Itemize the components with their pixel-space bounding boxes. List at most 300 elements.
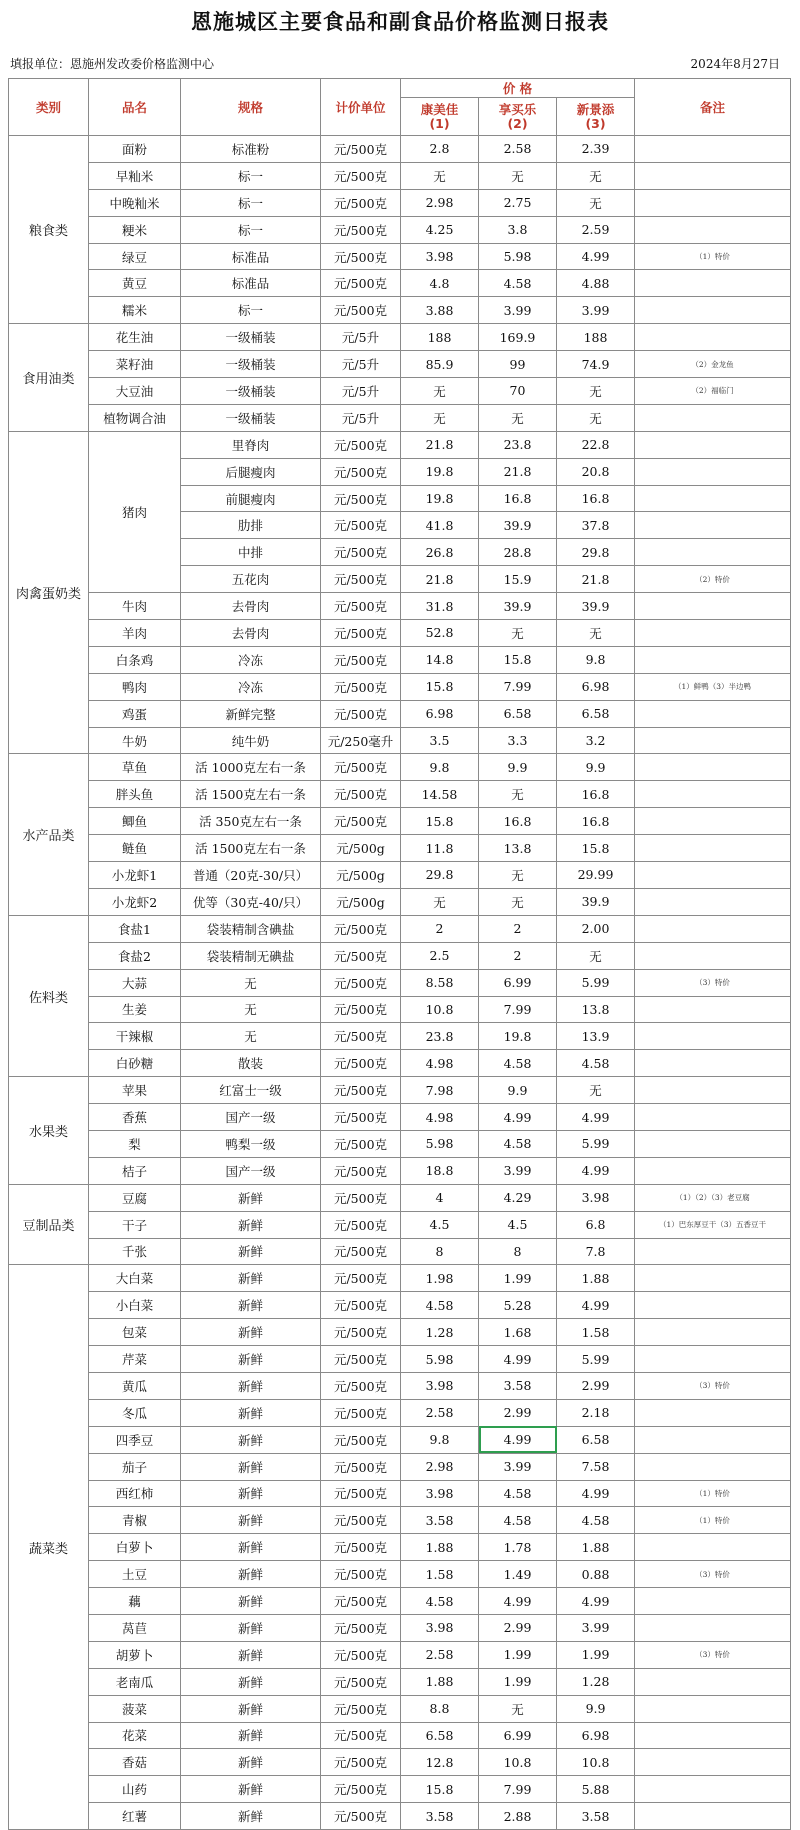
note-cell: [635, 1157, 791, 1184]
price-cell-store-2: 3.58: [479, 1372, 557, 1399]
item-name-cell: 黄豆: [89, 270, 181, 297]
price-cell-store-3: 22.8: [557, 431, 635, 458]
item-name-cell: 糯米: [89, 297, 181, 324]
price-cell-store-2: 无: [479, 620, 557, 647]
price-cell-store-3: 9.9: [557, 754, 635, 781]
note-cell: [635, 297, 791, 324]
report-subline: [10, 52, 780, 74]
price-cell-store-2: 4.99: [479, 1588, 557, 1615]
price-cell-store-1: 4.5: [401, 1211, 479, 1238]
price-cell-store-2: 1.99: [479, 1641, 557, 1668]
price-cell-store-2: 3.3: [479, 727, 557, 754]
price-cell-store-1: 4.25: [401, 216, 479, 243]
price-cell-store-1: 2.98: [401, 1453, 479, 1480]
price-cell-store-3: 39.9: [557, 888, 635, 915]
table-row: [9, 1319, 791, 1346]
unit-cell: 元/500克: [321, 1695, 401, 1722]
price-cell-store-1: 3.58: [401, 1803, 479, 1830]
table-row: [9, 1399, 791, 1426]
item-name-cell: 小白菜: [89, 1292, 181, 1319]
spec-cell: 普通（20克-30/只）: [181, 862, 321, 889]
unit-cell: 元/500克: [321, 458, 401, 485]
unit-cell: 元/500克: [321, 1157, 401, 1184]
spec-cell: 后腿瘦肉: [181, 458, 321, 485]
item-name-cell: 胖头鱼: [89, 781, 181, 808]
item-name-cell: 红薯: [89, 1803, 181, 1830]
price-cell-store-3: 无: [557, 404, 635, 431]
price-cell-store-3: 6.98: [557, 673, 635, 700]
price-cell-store-1: 14.58: [401, 781, 479, 808]
spec-cell: 新鲜: [181, 1292, 321, 1319]
price-cell-store-1: 3.5: [401, 727, 479, 754]
price-cell-store-2: 21.8: [479, 458, 557, 485]
price-cell-store-2: 70: [479, 378, 557, 405]
price-cell-store-2: 6.99: [479, 969, 557, 996]
price-cell-store-2: 3.99: [479, 1157, 557, 1184]
table-row: [9, 297, 791, 324]
table-row: [9, 270, 791, 297]
price-cell-store-2: 2: [479, 942, 557, 969]
note-cell: [635, 1749, 791, 1776]
note-cell: [635, 1695, 791, 1722]
price-cell-store-1: 10.8: [401, 996, 479, 1023]
unit-cell: 元/500克: [321, 162, 401, 189]
price-cell-store-3: 1.99: [557, 1641, 635, 1668]
price-cell-store-1: 无: [401, 404, 479, 431]
price-cell-store-2: 3.99: [479, 1453, 557, 1480]
price-cell-store-3: 3.2: [557, 727, 635, 754]
unit-cell: 元/500克: [321, 996, 401, 1023]
item-name-cell: 白条鸡: [89, 646, 181, 673]
price-cell-store-1: 1.88: [401, 1534, 479, 1561]
unit-cell: 元/500克: [321, 136, 401, 163]
table-row: [9, 136, 791, 163]
price-cell-store-1: 26.8: [401, 539, 479, 566]
price-cell-store-2: 28.8: [479, 539, 557, 566]
price-cell-store-2: 1.99: [479, 1265, 557, 1292]
spec-cell: 冷冻: [181, 673, 321, 700]
price-cell-store-3: 3.99: [557, 297, 635, 324]
table-row: [9, 673, 791, 700]
note-cell: [635, 162, 791, 189]
spec-cell: 优等（30克-40/只）: [181, 888, 321, 915]
table-row: [9, 1776, 791, 1803]
price-cell-store-2: 5.98: [479, 243, 557, 270]
note-cell: [635, 270, 791, 297]
unit-cell: 元/500克: [321, 1722, 401, 1749]
note-cell: [635, 942, 791, 969]
price-cell-store-2: 4.29: [479, 1184, 557, 1211]
item-name-cell: 小龙虾1: [89, 862, 181, 889]
price-cell-store-1: 41.8: [401, 512, 479, 539]
price-cell-store-1: 4.98: [401, 1050, 479, 1077]
price-cell-store-3: 无: [557, 1077, 635, 1104]
note-cell: [635, 1588, 791, 1615]
spec-cell: 新鲜: [181, 1507, 321, 1534]
note-cell: [635, 1077, 791, 1104]
price-cell-store-3: 16.8: [557, 808, 635, 835]
item-name-cell: 鲢鱼: [89, 835, 181, 862]
spec-cell: 新鲜: [181, 1641, 321, 1668]
header-store-1: 康美佳 (1): [401, 98, 479, 136]
spec-cell: 新鲜: [181, 1319, 321, 1346]
unit-cell: 元/500g: [321, 862, 401, 889]
unit-cell: 元/500克: [321, 1238, 401, 1265]
unit-cell: 元/500克: [321, 1776, 401, 1803]
spec-cell: 新鲜: [181, 1453, 321, 1480]
spec-cell: 国产一级: [181, 1157, 321, 1184]
price-cell-store-2: 2.99: [479, 1399, 557, 1426]
price-cell-store-1: 2.8: [401, 136, 479, 163]
category-cell: 食用油类: [9, 324, 89, 432]
price-cell-store-1: 18.8: [401, 1157, 479, 1184]
item-name-cell: 白萝卜: [89, 1534, 181, 1561]
table-row: [9, 189, 791, 216]
table-row: [9, 1453, 791, 1480]
table-row: [9, 700, 791, 727]
price-cell-store-2: 4.99: [479, 1346, 557, 1373]
spec-cell: 新鲜: [181, 1265, 321, 1292]
note-cell: （2）福临门: [635, 378, 791, 405]
spec-cell: 新鲜完整: [181, 700, 321, 727]
spec-cell: 标准品: [181, 243, 321, 270]
price-cell-store-2: 4.5: [479, 1211, 557, 1238]
price-cell-store-1: 7.98: [401, 1077, 479, 1104]
item-name-cell: 青椒: [89, 1507, 181, 1534]
table-row: [9, 1507, 791, 1534]
note-cell: [635, 1050, 791, 1077]
price-cell-store-3: 4.58: [557, 1050, 635, 1077]
price-cell-store-2: 6.58: [479, 700, 557, 727]
table-row: [9, 1561, 791, 1588]
unit-cell: 元/5升: [321, 404, 401, 431]
price-cell-store-3: 4.99: [557, 1292, 635, 1319]
price-cell-store-1: 8.8: [401, 1695, 479, 1722]
table-row: [9, 835, 791, 862]
unit-cell: 元/500克: [321, 1265, 401, 1292]
unit-cell: 元/5升: [321, 351, 401, 378]
price-cell-store-1: 21.8: [401, 431, 479, 458]
unit-cell: 元/500克: [321, 1372, 401, 1399]
price-cell-store-3: 3.98: [557, 1184, 635, 1211]
table-row: [9, 1104, 791, 1131]
price-cell-store-1: 85.9: [401, 351, 479, 378]
table-row: [9, 620, 791, 647]
unit-cell: 元/500克: [321, 1104, 401, 1131]
price-cell-store-2: 1.49: [479, 1561, 557, 1588]
price-cell-store-1: 5.98: [401, 1346, 479, 1373]
price-cell-store-1: 15.8: [401, 1776, 479, 1803]
price-cell-store-3: 9.9: [557, 1695, 635, 1722]
spec-cell: 一级桶装: [181, 351, 321, 378]
price-cell-store-2: 无: [479, 404, 557, 431]
spec-cell: 肋排: [181, 512, 321, 539]
report-title: 恩施城区主要食品和副食品价格监测日报表: [191, 10, 609, 34]
unit-cell: 元/500克: [321, 485, 401, 512]
note-cell: [635, 1130, 791, 1157]
price-cell-store-2: 10.8: [479, 1749, 557, 1776]
price-cell-store-1: 8.58: [401, 969, 479, 996]
table-row: [9, 593, 791, 620]
price-cell-store-2: 无: [479, 862, 557, 889]
price-cell-store-2: 7.99: [479, 673, 557, 700]
table-row: [9, 862, 791, 889]
price-cell-store-2: 2.75: [479, 189, 557, 216]
spec-cell: 标准品: [181, 270, 321, 297]
price-cell-store-1: 9.8: [401, 754, 479, 781]
header-note: 备注: [635, 79, 791, 136]
unit-cell: 元/500克: [321, 1614, 401, 1641]
table-row: [9, 1346, 791, 1373]
price-cell-store-3: 2.18: [557, 1399, 635, 1426]
note-cell: （2）特价: [635, 566, 791, 593]
price-cell-store-2: 6.99: [479, 1722, 557, 1749]
spec-cell: 鸭梨一级: [181, 1130, 321, 1157]
note-cell: （3）特价: [635, 1641, 791, 1668]
price-cell-store-1: 19.8: [401, 458, 479, 485]
unit-cell: 元/500克: [321, 700, 401, 727]
note-cell: （3）特价: [635, 1372, 791, 1399]
price-cell-store-1: 23.8: [401, 1023, 479, 1050]
table-row: [9, 1534, 791, 1561]
table-row: [9, 996, 791, 1023]
category-cell: 水果类: [9, 1077, 89, 1185]
price-cell-store-2: 3.8: [479, 216, 557, 243]
price-cell-store-2: 39.9: [479, 512, 557, 539]
note-cell: [635, 646, 791, 673]
item-name-cell: 中晚籼米: [89, 189, 181, 216]
price-cell-store-3: 188: [557, 324, 635, 351]
header-store-3: 新景添 (3): [557, 98, 635, 136]
price-cell-store-3: 4.58: [557, 1507, 635, 1534]
unit-cell: 元/500克: [321, 593, 401, 620]
note-cell: [635, 1399, 791, 1426]
price-cell-store-3: 37.8: [557, 512, 635, 539]
item-name-cell: 四季豆: [89, 1426, 181, 1453]
price-cell-store-2: 99: [479, 351, 557, 378]
price-cell-store-1: 14.8: [401, 646, 479, 673]
table-row: [9, 1803, 791, 1830]
price-cell-store-1: 2.98: [401, 189, 479, 216]
item-name-cell: 千张: [89, 1238, 181, 1265]
price-cell-store-3: 4.99: [557, 243, 635, 270]
price-cell-store-2: 15.9: [479, 566, 557, 593]
unit-cell: 元/500克: [321, 1184, 401, 1211]
unit-cell: 元/500克: [321, 1507, 401, 1534]
price-cell-store-2: 13.8: [479, 835, 557, 862]
spec-cell: 袋装精制无碘盐: [181, 942, 321, 969]
unit-cell: 元/500克: [321, 1480, 401, 1507]
table-row: [9, 1238, 791, 1265]
price-cell-store-3: 6.58: [557, 1426, 635, 1453]
table-row: [9, 1292, 791, 1319]
table-row: [9, 1749, 791, 1776]
price-cell-store-3: 20.8: [557, 458, 635, 485]
price-cell-store-3: 6.98: [557, 1722, 635, 1749]
unit-cell: 元/5升: [321, 378, 401, 405]
unit-cell: 元/250毫升: [321, 727, 401, 754]
price-cell-store-3: 无: [557, 378, 635, 405]
item-name-cell: 香蕉: [89, 1104, 181, 1131]
spec-cell: 里脊肉: [181, 431, 321, 458]
note-cell: [635, 781, 791, 808]
note-cell: [635, 1614, 791, 1641]
price-cell-store-2: 无: [479, 1695, 557, 1722]
spec-cell: 新鲜: [181, 1722, 321, 1749]
price-cell-store-3: 4.99: [557, 1157, 635, 1184]
table-row: [9, 404, 791, 431]
spec-cell: 活 350克左右一条: [181, 808, 321, 835]
price-cell-store-3: 10.8: [557, 1749, 635, 1776]
note-cell: [635, 1346, 791, 1373]
price-cell-store-3: 15.8: [557, 835, 635, 862]
table-row: [9, 431, 791, 458]
note-cell: [635, 1534, 791, 1561]
table-row: [9, 1722, 791, 1749]
spec-cell: 去骨肉: [181, 593, 321, 620]
item-name-cell: 牛肉: [89, 593, 181, 620]
price-cell-store-1: 3.98: [401, 243, 479, 270]
price-cell-store-2: 1.99: [479, 1668, 557, 1695]
note-cell: [635, 727, 791, 754]
item-name-cell: 大蒜: [89, 969, 181, 996]
item-name-cell: 菜籽油: [89, 351, 181, 378]
table-row: [9, 1265, 791, 1292]
note-cell: [635, 620, 791, 647]
note-cell: [635, 754, 791, 781]
spec-cell: 一级桶装: [181, 324, 321, 351]
item-name-cell: 粳米: [89, 216, 181, 243]
item-name-cell: 胡萝卜: [89, 1641, 181, 1668]
price-cell-store-1: 9.8: [401, 1426, 479, 1453]
header-name: 品名: [89, 79, 181, 136]
price-cell-store-3: 4.99: [557, 1588, 635, 1615]
price-cell-store-2: 8: [479, 1238, 557, 1265]
header-category: 类别: [9, 79, 89, 136]
table-row: [9, 351, 791, 378]
spec-cell: 新鲜: [181, 1561, 321, 1588]
price-table: [8, 78, 791, 1830]
price-cell-store-3: 1.28: [557, 1668, 635, 1695]
category-cell: 豆制品类: [9, 1184, 89, 1265]
note-cell: [635, 915, 791, 942]
header-spec: 规格: [181, 79, 321, 136]
unit-cell: 元/500克: [321, 1050, 401, 1077]
spec-cell: 新鲜: [181, 1668, 321, 1695]
item-name-cell: 白砂糖: [89, 1050, 181, 1077]
price-cell-store-1: 29.8: [401, 862, 479, 889]
table-row: [9, 162, 791, 189]
price-cell-store-3: 13.8: [557, 996, 635, 1023]
price-cell-store-3: 29.8: [557, 539, 635, 566]
price-cell-store-2: 9.9: [479, 754, 557, 781]
unit-cell: 元/500克: [321, 189, 401, 216]
item-name-cell: 食盐2: [89, 942, 181, 969]
price-cell-store-2: 2.58: [479, 136, 557, 163]
price-cell-store-3: 1.88: [557, 1265, 635, 1292]
price-cell-store-3: 5.99: [557, 1130, 635, 1157]
unit-cell: 元/500克: [321, 915, 401, 942]
table-row: [9, 1157, 791, 1184]
spec-cell: 前腿瘦肉: [181, 485, 321, 512]
item-name-cell: 干子: [89, 1211, 181, 1238]
item-name-cell: 鲫鱼: [89, 808, 181, 835]
unit-cell: 元/500克: [321, 969, 401, 996]
spec-cell: 袋装精制含碘盐: [181, 915, 321, 942]
note-cell: [635, 216, 791, 243]
unit-cell: 元/500克: [321, 1130, 401, 1157]
unit-cell: 元/500克: [321, 646, 401, 673]
unit-cell: 元/500克: [321, 297, 401, 324]
price-cell-store-1: 3.88: [401, 297, 479, 324]
item-name-cell: 鸡蛋: [89, 700, 181, 727]
note-cell: （1）巴东厚豆干（3）五香豆干: [635, 1211, 791, 1238]
price-cell-store-3: 16.8: [557, 485, 635, 512]
price-cell-store-3: 2.39: [557, 136, 635, 163]
category-cell: 粮食类: [9, 136, 89, 324]
spec-cell: 散装: [181, 1050, 321, 1077]
price-cell-store-3: 无: [557, 620, 635, 647]
price-cell-store-3: 3.58: [557, 1803, 635, 1830]
item-name-cell: 食盐1: [89, 915, 181, 942]
unit-cell: 元/500克: [321, 1803, 401, 1830]
item-name-cell: 菠菜: [89, 1695, 181, 1722]
spec-cell: 标一: [181, 189, 321, 216]
category-cell: 水产品类: [9, 754, 89, 915]
spec-cell: 无: [181, 1023, 321, 1050]
table-row: [9, 1695, 791, 1722]
unit-cell: 元/500g: [321, 835, 401, 862]
spec-cell: 纯牛奶: [181, 727, 321, 754]
price-cell-store-1: 6.58: [401, 1722, 479, 1749]
price-cell-store-3: 13.9: [557, 1023, 635, 1050]
price-cell-store-2: 4.58: [479, 1480, 557, 1507]
spec-cell: 新鲜: [181, 1588, 321, 1615]
table-row: [9, 1480, 791, 1507]
item-name-cell: 鸭肉: [89, 673, 181, 700]
table-row: [9, 1023, 791, 1050]
unit-cell: 元/500克: [321, 781, 401, 808]
unit-cell: 元/500克: [321, 539, 401, 566]
note-cell: [635, 1776, 791, 1803]
note-cell: [635, 1453, 791, 1480]
price-cell-store-3: 4.88: [557, 270, 635, 297]
price-cell-store-1: 2.5: [401, 942, 479, 969]
unit-cell: 元/500克: [321, 1346, 401, 1373]
spec-cell: 新鲜: [181, 1238, 321, 1265]
selected-price-cell[interactable]: 4.99: [479, 1426, 557, 1453]
unit-cell: 元/500克: [321, 1668, 401, 1695]
table-row: [9, 1077, 791, 1104]
price-cell-store-2: 2.99: [479, 1614, 557, 1641]
price-cell-store-3: 74.9: [557, 351, 635, 378]
unit-cell: 元/5升: [321, 324, 401, 351]
spec-cell: 标一: [181, 216, 321, 243]
note-cell: （1）特价: [635, 1480, 791, 1507]
price-cell-store-2: 15.8: [479, 646, 557, 673]
unit-cell: 元/500克: [321, 512, 401, 539]
price-cell-store-3: 2.00: [557, 915, 635, 942]
note-cell: [635, 458, 791, 485]
note-cell: [635, 485, 791, 512]
price-cell-store-3: 无: [557, 942, 635, 969]
price-cell-store-1: 1.98: [401, 1265, 479, 1292]
price-cell-store-1: 11.8: [401, 835, 479, 862]
note-cell: [635, 189, 791, 216]
note-cell: [635, 1238, 791, 1265]
reporter-unit: 填报单位：恩施州发改委价格监测中心: [10, 57, 215, 71]
item-name-cell: 莴苣: [89, 1614, 181, 1641]
